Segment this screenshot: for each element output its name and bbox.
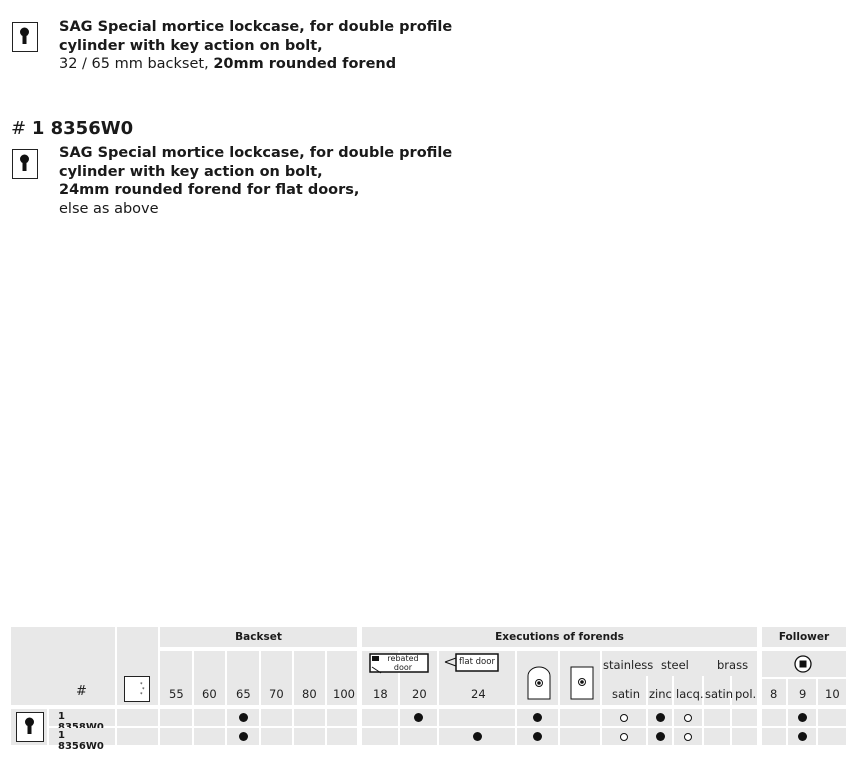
filled-dot-icon bbox=[798, 713, 807, 722]
row-cell-stainless bbox=[602, 709, 646, 726]
row-cell bbox=[818, 709, 846, 726]
row-cell-backset-65 bbox=[227, 709, 259, 726]
row-cell bbox=[261, 709, 292, 726]
row-cell bbox=[117, 709, 158, 726]
filled-dot-icon bbox=[656, 713, 665, 722]
item2-line3: 24mm rounded forend for flat doors, bbox=[59, 182, 360, 198]
rounded-forend-icon bbox=[527, 666, 551, 703]
row-cell bbox=[704, 709, 730, 726]
row-cell bbox=[732, 709, 757, 726]
item2-line4: else as above bbox=[59, 200, 159, 217]
square-follower-icon bbox=[794, 655, 812, 676]
row-cell bbox=[327, 728, 357, 745]
row-cell bbox=[194, 709, 225, 726]
row-code: 1 bbox=[58, 711, 65, 722]
flat-door-label: flat door bbox=[459, 657, 495, 667]
lock-cylinder-icon bbox=[12, 22, 38, 52]
row-cell bbox=[560, 728, 600, 745]
backset-value: 80 bbox=[302, 687, 317, 701]
row-cell-zinc bbox=[648, 709, 672, 726]
stainless-label: stainless bbox=[603, 658, 654, 672]
night-latch-moon-icon bbox=[124, 676, 150, 702]
lock-cylinder-icon bbox=[12, 149, 38, 179]
backset-header: Backset bbox=[160, 627, 357, 647]
item1-line3: 32 / 65 mm backset, 20mm rounded forend bbox=[59, 56, 397, 72]
filled-dot-icon bbox=[533, 713, 542, 722]
row-cell bbox=[732, 728, 757, 745]
open-circle-icon bbox=[684, 733, 692, 741]
row-cell-forend-24 bbox=[439, 728, 515, 745]
follower-value: 8 bbox=[770, 687, 778, 701]
item2-line2: cylinder with key action on bolt, bbox=[59, 163, 323, 180]
row-cell bbox=[762, 709, 786, 726]
item2-line1: SAG Special mortice lockcase, for double profile bbox=[59, 145, 453, 161]
brass-label: brass bbox=[717, 658, 749, 672]
backset-value: 70 bbox=[269, 687, 284, 701]
filled-dot-icon bbox=[239, 732, 248, 741]
row-cell bbox=[704, 728, 730, 745]
row-cell-zinc bbox=[648, 728, 672, 745]
row-cell-follower-9 bbox=[788, 709, 816, 726]
row-cell-stainless bbox=[602, 728, 646, 745]
svg-text:*: * bbox=[142, 687, 145, 693]
row-cell-lacq bbox=[674, 709, 702, 726]
filled-dot-icon bbox=[239, 713, 248, 722]
backset-value: 65 bbox=[236, 687, 251, 701]
svg-text:*: * bbox=[140, 682, 143, 688]
backset-value: 55 bbox=[169, 687, 184, 701]
rebated-door-label: rebated door bbox=[387, 654, 419, 672]
lock-cylinder-icon bbox=[16, 712, 44, 742]
filled-dot-icon bbox=[414, 713, 423, 722]
brass-satin-label: satin bbox=[705, 687, 734, 701]
stainless-satin-label: satin bbox=[612, 687, 641, 701]
table-hash: # bbox=[76, 684, 87, 699]
row-cell bbox=[560, 709, 600, 726]
row-cell bbox=[362, 709, 398, 726]
item1-line1: SAG Special mortice lockcase, for double profile bbox=[59, 19, 453, 35]
row-cell bbox=[160, 728, 192, 745]
row-cell bbox=[160, 709, 192, 726]
row-cell bbox=[818, 728, 846, 745]
follower-value: 9 bbox=[799, 687, 807, 701]
svg-text:*: * bbox=[140, 692, 143, 698]
item1-description bbox=[59, 18, 452, 74]
row-cell bbox=[327, 709, 357, 726]
forend-width: 24 bbox=[471, 687, 486, 701]
row-cell-follower-9 bbox=[788, 728, 816, 745]
forend-width: 18 bbox=[373, 687, 388, 701]
row-code: 1 8356W0 bbox=[58, 730, 104, 752]
lacq-label: lacq. bbox=[676, 687, 704, 701]
flat-door-icon bbox=[443, 653, 499, 673]
steel-label: steel bbox=[661, 658, 689, 672]
item2-description bbox=[59, 144, 452, 218]
row-cell bbox=[194, 728, 225, 745]
row-cell-forend-20 bbox=[400, 709, 437, 726]
row-cell bbox=[362, 728, 398, 745]
row-cell bbox=[117, 728, 158, 745]
filled-dot-icon bbox=[656, 732, 665, 741]
backset-value: 60 bbox=[202, 687, 217, 701]
row-cell bbox=[762, 728, 786, 745]
filled-dot-icon bbox=[473, 732, 482, 741]
row-cell bbox=[400, 728, 437, 745]
pol-label: pol. bbox=[735, 687, 757, 701]
forends-header: Executions of forends bbox=[362, 627, 757, 647]
forend-width: 20 bbox=[412, 687, 427, 701]
row-cell bbox=[439, 709, 515, 726]
zinc-label: zinc bbox=[649, 687, 672, 701]
follower-header: Follower bbox=[762, 627, 846, 647]
row-cell-rounded bbox=[517, 728, 558, 745]
row-cell-rounded bbox=[517, 709, 558, 726]
row-cell-backset-65 bbox=[227, 728, 259, 745]
item1-line2: cylinder with key action on bolt, bbox=[59, 37, 323, 54]
follower-value: 10 bbox=[825, 687, 840, 701]
square-forend-icon bbox=[570, 666, 594, 703]
row-cell bbox=[294, 709, 325, 726]
filled-dot-icon bbox=[798, 732, 807, 741]
row-cell bbox=[294, 728, 325, 745]
filled-dot-icon bbox=[533, 732, 542, 741]
item2-number-heading: # 1 8356W0 bbox=[11, 118, 134, 139]
open-circle-icon bbox=[684, 714, 692, 722]
backset-value: 100 bbox=[333, 687, 355, 701]
row-cell-lacq bbox=[674, 728, 702, 745]
open-circle-icon bbox=[620, 714, 628, 722]
open-circle-icon bbox=[620, 733, 628, 741]
row-cell bbox=[261, 728, 292, 745]
rebated-door-icon bbox=[369, 653, 429, 675]
